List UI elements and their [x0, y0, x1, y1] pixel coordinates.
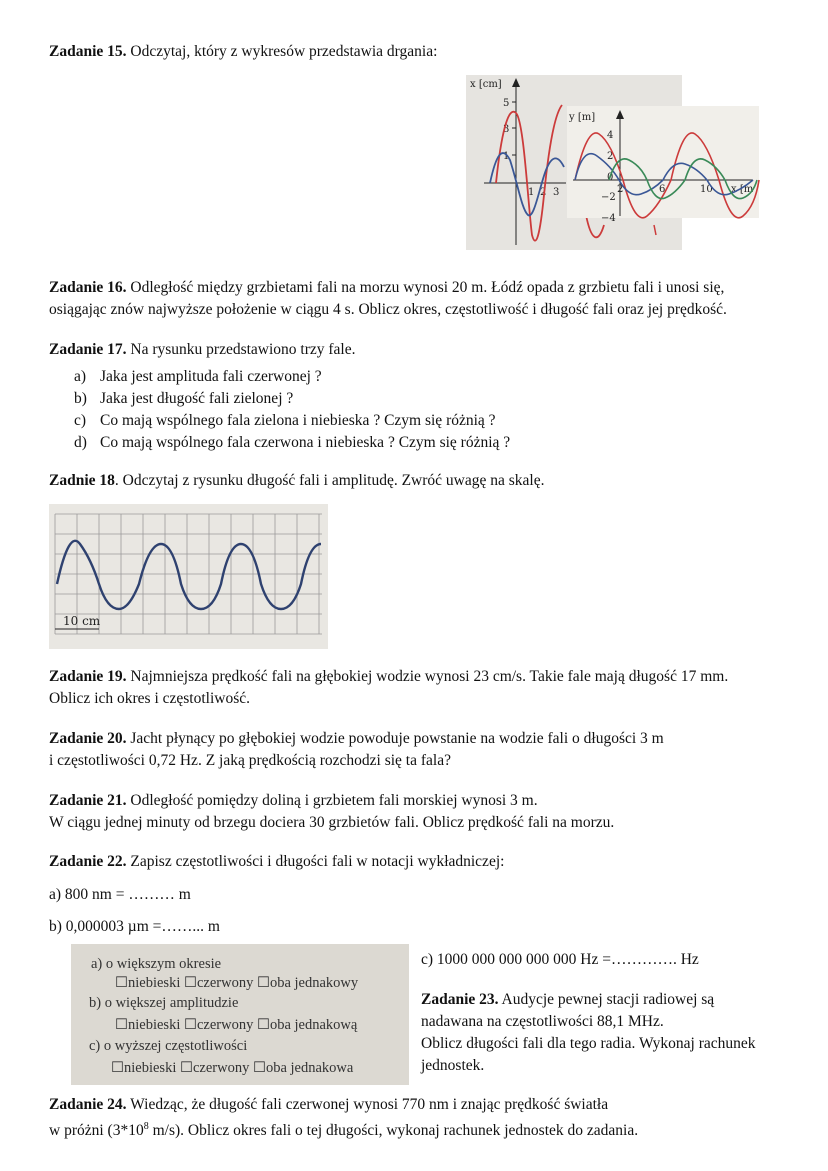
checkbox-icon: ☐	[179, 1060, 193, 1076]
checkbox-icon: ☐	[256, 975, 270, 991]
task-15	[49, 42, 437, 62]
list-item: a) Jaka jest amplituda fali czerwonej ?	[74, 368, 322, 385]
task-24	[49, 1095, 608, 1115]
task-18-text: . Odczytaj z rysunku długość fali i amplitudę. Zwróć uwagę na skalę.	[114, 472, 545, 489]
task-16-line1: Odległość między grzbietami fali na morzu wynosi 20 m. Łódź opada z grzbietu fali i unosi się,	[130, 279, 725, 296]
task-22-text: Zapisz częstotliwości i długości fali w notacji wykładniczej:	[130, 853, 505, 870]
left-xtick-2: 2	[540, 187, 547, 198]
photo-c: c) o wyższej częstotliwości	[89, 1038, 248, 1054]
task-23-line1: Audycje pewnej stacji radiowej są	[501, 991, 715, 1008]
checkbox-icon: ☐	[115, 1017, 128, 1033]
photo-b-options: ☐niebieski ☐czerwony ☐oba jednakową	[115, 1017, 358, 1033]
right-tick-m4: −4	[601, 213, 616, 224]
scale-label: 10 cm	[63, 614, 101, 628]
task-22-c: c) 1000 000 000 000 000 Hz =…………. Hz	[421, 951, 699, 968]
task-24-line2: w próżni ($3*10^8$ m/s). Oblicz okres fali o tej długości, wykonaj rachunek jednostek do zadania.	[49, 1121, 639, 1140]
task-24-label: Zadanie 24.	[49, 1096, 127, 1113]
right-xtick-10: 10	[700, 184, 713, 195]
left-y-label: x [cm]	[470, 79, 502, 90]
right-xtick-6: 6	[659, 184, 666, 195]
photo-a-options: ☐niebieski ☐czerwony ☐oba jednakowy	[115, 975, 359, 991]
left-red-wave	[496, 105, 562, 241]
task-21-line2: W ciągu jednej minuty od brzegu dociera 30 grzbietów fali. Oblicz prędkość fali na morzu.	[49, 814, 615, 831]
figure-15-graphs	[466, 75, 754, 250]
task-20-line2: i częstotliwości 0,72 Hz. Z jaką prędkością rozchodzi się ta fala?	[49, 752, 451, 769]
task-19-line1: Najmniejsza prędkość fali na głębokiej wodzie wynosi 23 cm/s. Takie fale mają długość 17 mm.	[130, 668, 729, 685]
task-19-line2: Oblicz ich okres i częstotliwość.	[49, 690, 251, 707]
task-15-text: Odczytaj, który z wykresów przedstawia drgania:	[130, 43, 438, 60]
checkbox-icon: ☐	[183, 1017, 197, 1033]
task-18-label: Zadnie 18	[49, 472, 115, 489]
photo-a: a) o większym okresie	[91, 956, 222, 972]
task-21	[49, 791, 538, 811]
task-24-line1: Wiedząc, że długość fali czerwonej wynosi 770 nm i znając prędkość światła	[130, 1096, 609, 1113]
task-16-line2: osiągając znów najwyższe położenie w ciągu 4 s. Oblicz okres, częstotliwość i długość fali oraz jej prędkość.	[49, 301, 727, 318]
left-tick-3: 3	[503, 124, 510, 135]
task-19	[49, 667, 728, 687]
photo-c-options: ☐niebieski ☐czerwony ☐oba jednakowa	[111, 1060, 354, 1076]
task-16	[49, 278, 724, 298]
figure-18-wave	[57, 541, 321, 609]
list-item: d) Co mają wspólnego fala czerwona i niebieska ? Czym się różnią ?	[74, 434, 511, 451]
task-21-line1: Odległość pomiędzy doliną i grzbietem fali morskiej wynosi 3 m.	[130, 792, 538, 809]
task-20	[49, 729, 664, 749]
task-20-label: Zadanie 20.	[49, 730, 127, 747]
right-y-label: y [m]	[569, 112, 596, 123]
right-red-wave	[575, 133, 759, 218]
task-22	[49, 852, 504, 872]
checkbox-icon: ☐	[183, 975, 197, 991]
list-item: b) Jaka jest długość fali zielonej ?	[74, 390, 294, 407]
checkbox-icon: ☐	[252, 1060, 266, 1076]
task-20-line1: Jacht płynący po głębokiej wodzie powoduje powstanie na wodzie fali o długości 3 m	[126, 730, 664, 747]
checkbox-icon: ☐	[115, 975, 128, 991]
task-23-line2: nadawana na częstotliwości 88,1 MHz.	[421, 1013, 664, 1030]
task-17-text: Na rysunku przedstawiono trzy fale.	[130, 341, 356, 358]
task-17	[49, 340, 356, 360]
checkbox-icon: ☐	[256, 1017, 270, 1033]
left-tick-1: 1	[503, 151, 510, 162]
task-23	[421, 990, 714, 1010]
task-22-b: b) 0,000003 µm =……... m	[49, 918, 220, 935]
left-tick-5: 5	[503, 98, 510, 109]
right-tick-m2: −2	[601, 192, 616, 203]
answer-options-photo	[71, 944, 409, 1085]
photo-b: b) o większej amplitudzie	[89, 995, 239, 1011]
right-tick-0: 0	[607, 172, 614, 183]
task-22-label: Zadanie 22.	[49, 853, 127, 870]
task-23-line4: jednostek.	[421, 1057, 485, 1074]
task-19-label: Zadanie 19.	[49, 668, 127, 685]
task-18	[49, 471, 544, 491]
right-tick-4: 4	[607, 130, 614, 141]
list-item: c) Co mają wspólnego fala zielona i niebieska ? Czym się różnią ?	[74, 412, 496, 429]
task-22-a: a) 800 nm = ……… m	[49, 886, 191, 903]
checkbox-icon: ☐	[111, 1060, 124, 1076]
figure-18-grid-wave	[49, 504, 328, 649]
left-xtick-3: 3	[553, 187, 560, 198]
right-x-label: x [m	[731, 184, 754, 195]
right-tick-2: 2	[607, 151, 614, 162]
right-xtick-2: 2	[617, 184, 624, 195]
task-15-label: Zadanie 15.	[49, 43, 127, 60]
task-16-label: Zadanie 16.	[49, 279, 127, 296]
figure-15-right-graph	[567, 106, 759, 224]
task-23-line3: Oblicz długości fali dla tego radia. Wykonaj rachunek	[421, 1035, 756, 1052]
left-xtick-1: 1	[528, 187, 535, 198]
task-17-label: Zadanie 17.	[49, 341, 127, 358]
task-23-label: Zadanie 23.	[421, 991, 499, 1008]
task-21-label: Zadanie 21.	[49, 792, 127, 809]
